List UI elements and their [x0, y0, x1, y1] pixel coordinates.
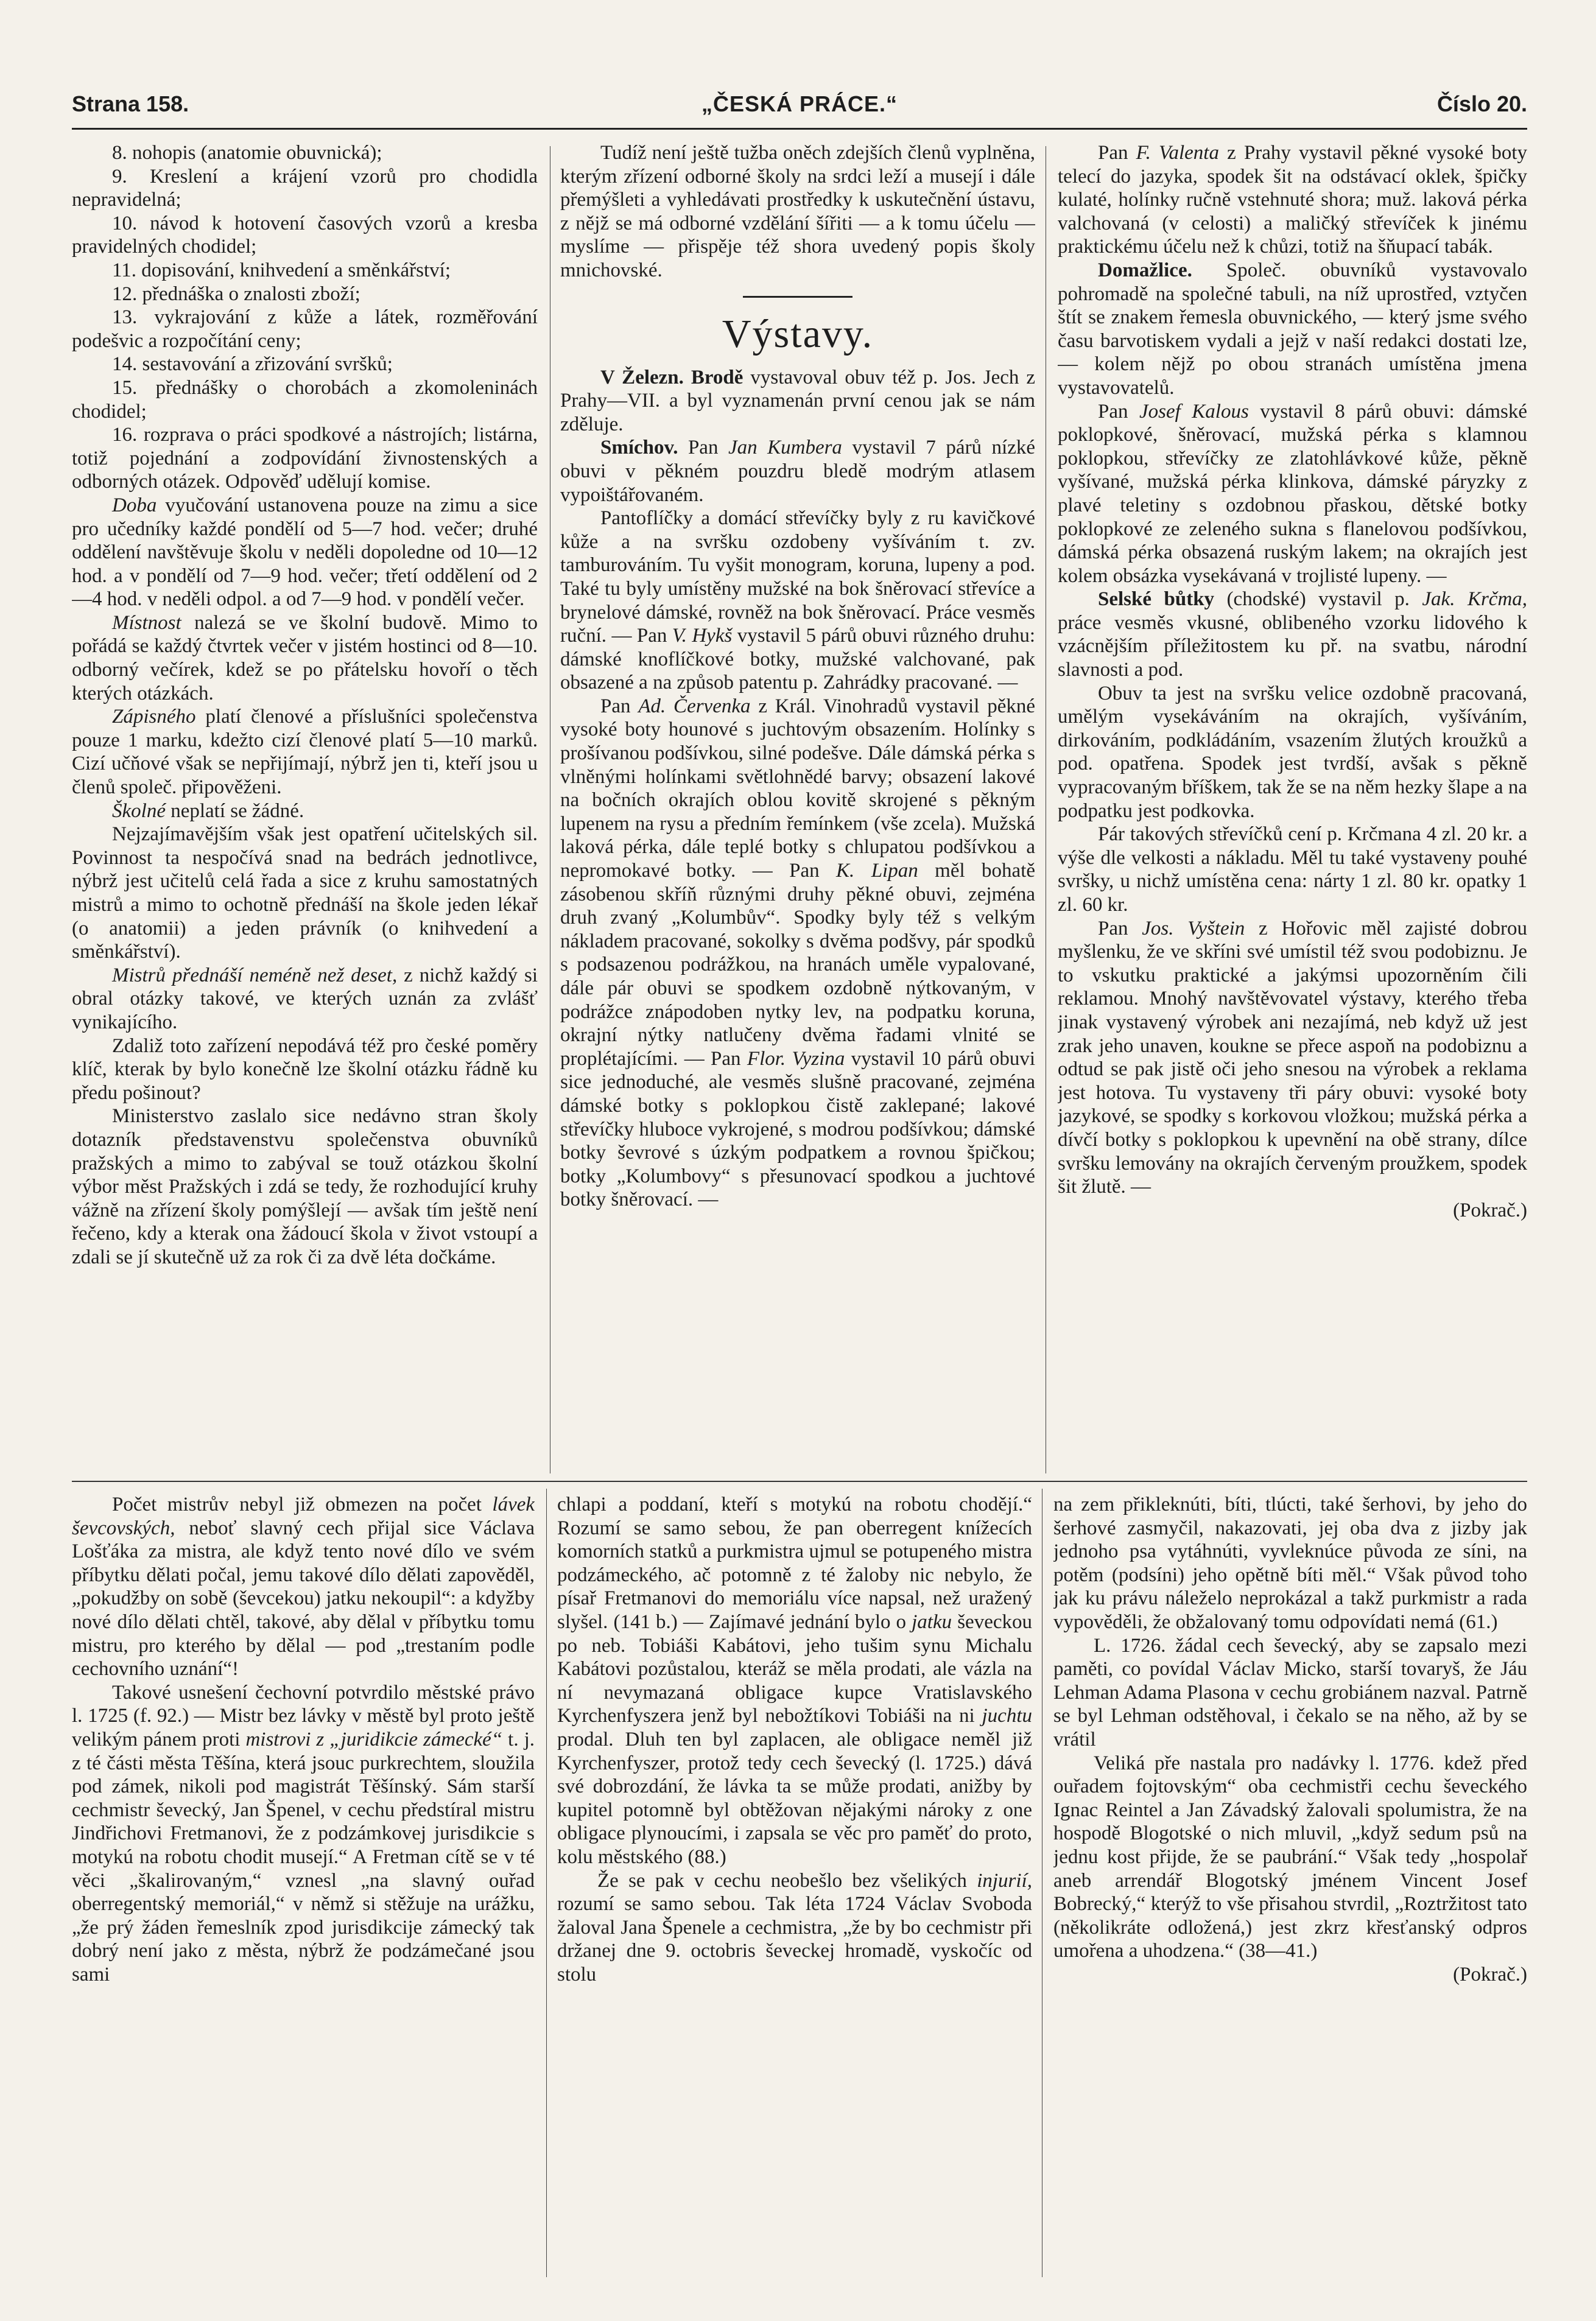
- paragraph-ministry: Ministerstvo zaslalo sice nedávno stran školy dotazník představenstvu společenstva obuvníků pražských a mimo to zabýval se touž otázkou školní výbor měst Pražských i zdá se tedy, že rozhodující kruhy vážně na zřízení školy pomýšlejí — avšak tím ještě není řečeno, kdy a kterak ona žádoucí škola v život vstoupí a zdali se jí skutečně už za rok či za dvě léta dočkáme.: [72, 1105, 538, 1268]
- exhibitor-name: K. Lipan: [836, 860, 918, 882]
- paragraph-text: chlapi a poddaní, kteří s motykú na robotu chodějí.“ Rozumí se samo sebou, že pan oberregent knížecích komorních statků a purkmistra ujmul se potupeného mistra podzámeckého, ač potomně z té žaloby nic nebylo, že písař Fretmanovi do memoriálu více napsal, než uražený slyšel. (141 b.) — Zajímavé jednání bylo o: [557, 1494, 1032, 1633]
- paragraph-text: neboť slavný cech přijal sice Václava Lošťáka za mistra, ale když tento nové dílo ve svém příbytku dělati počal, jemu takové dílo dělati zapověděl, „pokudžby on sobě (ševcekou) jatku nekoupil“: a kdyžby nové dílo dělati chtěl, takové, aby dělal v příbytku tomu mistru, pro kterého by dělal — pod „trestaním podle cechovního uznání“!: [72, 1517, 535, 1680]
- emphasis: injurií,: [977, 1869, 1032, 1892]
- list-item: 14. sestavování a zřizování svršků;: [112, 353, 393, 376]
- list-item: 8. nohopis (anatomie obuvnická);: [112, 142, 382, 164]
- list-item: 15. přednášky o chorobách a zkomoleninách chodidel;: [72, 376, 538, 423]
- column-2: [560, 141, 1035, 1478]
- page-number: Strana 158.: [72, 91, 189, 116]
- exhibit-domazlice: [1058, 259, 1527, 400]
- paragraph-text: vystavil 10 párů obuvi sice jednoduché, ale vesměs slušně pracované, zejména dámské botky s poklopkou čistě zaklepané; lakové střevíčky hluboce vykrojené, s modrou podšívkou; dámské botky ševrové s úzkým podpatkem a rovnou špičkou; botky „Kolumbovy“ s přesunovací spodkou a juchtové botky šněrovací. —: [560, 1047, 1035, 1211]
- section-rule: [72, 1481, 1527, 1482]
- paragraph-1726: L. 1726. žádal cech ševecký, aby se zapsalo mezi paměti, co povídal Václav Micko, starší tovaryš, že Jáu Lehman Adama Plasona v cechu grobiánem nazval. Patrně se byl Lehman odstěhoval, i čekalo se na něho, až by se vrátil: [1053, 1634, 1527, 1750]
- paragraph-text: Pan: [687, 437, 719, 459]
- page-header: [72, 85, 1527, 128]
- paragraph-text: z Prahy vystavil pěkné vysoké boty telecí do jazyka, spodek šit na odstávací oklek, špičky kulaté, holínky ručně vstehnuté shora; muž. laková pérka valchovaná (v celosti) a maličký střevíček k jinému praktickému účelu než k chůzi, totiž na šňupací tabák.: [1058, 142, 1527, 258]
- paragraph-text: Pan: [1098, 142, 1128, 164]
- paragraph-question: Zdaliž toto zařízení nepodává též pro české poměry klíč, kterak by bylo konečně lze školní otázku řádně ku předu pošinout?: [72, 1034, 538, 1104]
- list-item: 10. návod k hotovení časových vzorů a kresba pravidelných chodidel;: [72, 212, 538, 258]
- exhibitor-name: Josef Kalous: [1139, 400, 1249, 423]
- continued-note: (Pokrač.): [1453, 1199, 1527, 1221]
- exhibitor-name: Ad. Červenka: [638, 695, 751, 717]
- exhibit-zelezny-brod: [560, 366, 1035, 437]
- header-rule: [72, 128, 1527, 130]
- paragraph-text: prodal. Dluh ten byl zaplacen, ale obligace neměl již Kyrchenfyszer, protož tedy cech ševecký (l. 1725.) dává své dobrozdání, že lávka ta se může prodati, anižby by kupitel potomně byl obtěžovan nějakými nároky z one obligace plynoucími, i zapsala se věc pro paměť do proto, kolu městského (88.): [557, 1728, 1032, 1868]
- place-name: Smíchov.: [600, 437, 678, 459]
- list-item: 11. dopisování, knihvedení a směnkářství;: [112, 259, 451, 281]
- exhibitor-name: Jos. Vyštein: [1142, 917, 1245, 939]
- paragraph-text: Počet mistrův nebyl již obmezen na počet: [112, 1494, 482, 1515]
- emphasis: juchtu: [982, 1705, 1032, 1727]
- column-divider-3: [546, 1489, 547, 2277]
- paragraph-text: t. j. z té části města Těšína, která jsouc purkrechtem, sloužila pod zámek, nikoli pod magistrát Těšínský. Sám starší cechmistr ševecký, Jan Špenel, v cechu předstíral mistru Jindřichovi Fretmanovi, že z podzámkovej jurisdikcie s motykú na robotu chodit musejí.“ A Fretman cítě se v té věci „škalirovaným,“ vznesl „na slavný ouřad oberregentský memoriál,“ v němž si stěžuje na urážku, „že prý žáden řemeslník zpod jurisdikcije zámecký tak dobrý není jako z města, nýbrž že podzámečané jsou sami: [72, 1728, 535, 1986]
- bottom-column-3: [1053, 1493, 1527, 2303]
- paragraph-text: z Král. Vinohradů vystavil pěkné vysoké boty hounové s juchtovým obsazením. Holínky s prošívanou podšívkou, silné podešve. Dále dámská pérka s vlněnými holínkami světlohnědé barvy; obsazení lakové na bočních okrajích oblou kovitě skrojené s pěkným lupenem na rysu a předním řemínkem (vše zcela). Mužská laková pérka, dále teplé botky s chlupatou podšívkou a nepromokavé botky. — Pan: [560, 695, 1035, 882]
- column-3: [1058, 141, 1527, 1478]
- list-item: 13. vykrajování z kůže a látek, rozměřování podešvic a rozpočítání ceny;: [72, 306, 538, 352]
- paragraph-text: vystavil 5 párů obuvi různého druhu: dámské knoflíčkové botky, mužské valchované, pak obsazené a na způsob patentu p. Zahrádky pracované. —: [560, 625, 1035, 694]
- exhibit-kalous: [1058, 400, 1527, 588]
- paragraph-text: Společ. obuvníků vystavovalo pohromadě na společné tabuli, na níž uprostřed, vztyčen štít se znakem řemesla obuvnického, — který jsme svého času barvotiskem vydali a jejž v naší redakci dostati lze, — kolem nějž po obou stranách umístěna jmena vystavovatelů.: [1058, 259, 1527, 399]
- paragraph-text: Pan: [1098, 400, 1128, 423]
- paragraph-description: Obuv ta jest na svršku velice ozdobně pracovaná, umělým vysekáváním na okrajích, vyšíváním, dirkováním, podkládáním, vsazením žlutých kroužků a pod. opatřena. Spodek jest tvrdší, avšak s pěkně vypracovaným bříškem, tak že se na něm hezky šlape a na podpatku jest podkovka.: [1058, 682, 1527, 822]
- paragraph-label: Místnost: [112, 611, 181, 634]
- list-item: 12. přednáška o znalosti zboží;: [112, 283, 360, 305]
- section-separator: [743, 296, 852, 298]
- place-name: V Železn. Brodě: [600, 366, 744, 388]
- paragraph-label: Doba: [112, 494, 157, 516]
- paragraph-label: Zápisného: [112, 706, 196, 728]
- paragraph-intro: Tudíž není ještě tužba oněch zdejších členů vyplněna, kterým zřízení odborné školy na srdci leží a musejí i dále přemýšleti a vyhledávati prostředky k uskutečnění ústavu, z nějž se má odborné vzdělání šířiti — a k tomu účelu — myslíme — přispěje též shora uvedený popis školy mnichovské.: [560, 142, 1035, 281]
- paragraph-text: vyučování ustanovena pouze na zimu a sice pro učedníky každé pondělí od 5—7 hod. večer; druhé oddělení navštěvuje školu v neděli dopoledne od 10—12 hod. a v pondělí od 7—9 hod. večer; třetí oddělení od 2—4 hod. v neděli odpol. a od 7—9 hod. v pondělí večer.: [72, 494, 538, 611]
- paragraph-lavky: [72, 1493, 535, 1681]
- paragraph-text: vystavoval obuv též p. Jos. Jech z Prahy—VII. a byl vyznamenán první cenou jak se nám zděluje.: [560, 366, 1035, 435]
- exhibitor-name: V. Hykš: [672, 625, 733, 647]
- paragraph-text: práce vesměs vkusné, oblibeného vzorku lidového k vzácnějším příležitostem ku př. na svatbu, národní slavnosti a pod.: [1058, 611, 1527, 681]
- paragraph-text: (chodské) vystavil p.: [1226, 588, 1410, 611]
- paragraph-prices: Pár takových střevíčků cení p. Krčmana 4 zl. 20 kr. a výše dle velkosti a nákladu. Měl tu také vystaveny pouhé svršky, u nichž umístěna cena: nárty 1 zl. 80 kr. opatky 1 zl. 60 kr.: [1058, 823, 1527, 916]
- paragraph-text: ševeckou po neb. Tobiáši Kabátovi, jeho tušim synu Michalu Kabátovi pozůstalou, kteráž se měla prodati, ale vázla na ní nevymazaná obligace kupce Vratislavského Kyrchenfyszera jenž byl nebožtíkovi Tobiáši na ni: [557, 1610, 1032, 1727]
- paragraph-text: měl bohatě zásobenou skříň různými druhy pěkné obuvi, zejména druh zvaný „Kolumbův“. Spodky byly též s velkým nákladem pracované, sokolky s dvěma podšvy, pár spodků s podsazenou podrážkou, na hranách uměle vypalované, dále pár obuvi se spodkem ozdobně nýtkovaným, v podrážce znápodoben nytky lev, na podpatku koruna, okrajní nýtky natlučeny dvěma řadami vlnité se proplétajícími. — Pan: [560, 860, 1035, 1070]
- paragraph-label: Mistrů přednáší neméně než deset,: [112, 964, 398, 986]
- paragraph-text: nalezá se ve školní budově. Mimo to pořádá se každý čtvrtek večer v jistém hostinci od 8—10. odborný večírek, kdež se po přátelsku hovoří o těch kterých otázkách.: [72, 611, 538, 704]
- paragraph-zapisne: [72, 705, 538, 799]
- paragraph-prikleknuti: na zem přikleknúti, bíti, tlúcti, také šerhovi, by jeho do šerhové zasmyčil, nakazovati, jej oba dva z jizby jak jednoho psa vytáhnúti, vyvleknúce původa ze síni, na potěm (podsíni) jeho opětně bíti měl.“ Však původ toho jak ku právu náleželo neprokázal a takž purkmistr a rada vypověděli, že obžalovaný tomu odpovídati nemá (61.): [1053, 1494, 1527, 1633]
- paragraph-text: z nichž každý si obral otázky takové, ve kterých uznán za zvlášť vynikajícího.: [72, 964, 538, 1033]
- newspaper-title: „ČESKÁ PRÁCE.“: [701, 91, 898, 116]
- paragraph-text: Pantoflíčky a domácí střevíčky byly z ru kavičkové kůže a na svršku ozdobeny vyšíváním t. zv. tamburováním. Tu vyšit monogram, koruna, lupeny a pod. Také tu byly umístěny mužské na bok šněrovací střevíce a brynelové dámské, rovněž na bok šněrovací. Práce vesměs ruční. — Pan: [560, 507, 1035, 647]
- place-name: Selské bůtky: [1098, 588, 1215, 611]
- paragraph-text: Takové usnešení čechovní potvrdilo městské právo l. 1725 (f. 92.) — Mistr bez lávky v městě byl proto ještě velikým pánem proti: [72, 1681, 535, 1750]
- paragraph-text: platí členové a příslušníci společenstva pouze 1 marku, kdežto cizí členové platí 5—10 marků. Cizí učňové však se nepřijímají, nýbrž jen ti, kteří jsou u členů společ. připověženi.: [72, 706, 538, 799]
- exhibit-vystein: [1058, 917, 1527, 1199]
- paragraph-chlapi: [557, 1493, 1032, 1869]
- exhibit-krcma: [1058, 588, 1527, 681]
- bottom-column-1: [72, 1493, 535, 2303]
- paragraph-text: Že se pak v cechu neobešlo bez všelikých: [597, 1869, 967, 1892]
- paragraph-label: Školné: [112, 799, 166, 822]
- bottom-column-2: [557, 1493, 1032, 2303]
- paragraph-doba: [72, 494, 538, 611]
- paragraph-text: Pan: [1098, 917, 1128, 939]
- emphasis: jatku: [912, 1610, 952, 1633]
- paragraph-1776: Veliká pře nastala pro nadávky l. 1776. kdež před ouřadem fojtovským“ oba cechmistři cechu ševeckého Ignac Reintel a Jan Závadský žalovali spolumistra, že na hospodě Blogotské o nich mluvil, „když sedum psů na jednu kost přijde, že se paubrání.“ Však tedy „hospolař aneb arrendář Blogotský jménem Vincent Josef Bobrecký,“ kterýž to vše přisahou stvrdil, „Roztržitost tato (několikráte odložená,) jest zkrz křesťanský odpros umořena a uhodzena.“ (38—41.): [1053, 1752, 1527, 1962]
- exhibitor-name: Jak. Krčma,: [1422, 588, 1527, 611]
- emphasis: mistrovi z „juridikcie zámecké“: [245, 1728, 503, 1750]
- issue-number: Číslo 20.: [1436, 91, 1527, 116]
- exhibit-pantofle: [560, 507, 1035, 695]
- exhibitor-name: Jan Kumbera: [728, 437, 842, 459]
- exhibit-cervenka: [560, 695, 1035, 1212]
- emphasis: lávek ševcovských,: [72, 1494, 535, 1539]
- continued-note: (Pokrač.): [1453, 1963, 1527, 1986]
- list-item: 16. rozprava o práci spodkové a nástrojích; listárna, totiž pojednání a zodpovídání živnostenských a odborných otázek. Odpověď udělují komise.: [72, 424, 538, 493]
- list-item: 9. Kreslení a krájení vzorů pro chodidla nepravidelná;: [72, 165, 538, 211]
- paragraph-injurie: [557, 1869, 1032, 1987]
- exhibitor-name: F. Valenta: [1136, 142, 1219, 164]
- paragraph-text: vystavil 7 párů nízké obuvi v pěkném pouzdru bledě modrým atlasem vypoištářovaném.: [560, 437, 1035, 506]
- paragraph-masters: [72, 964, 538, 1034]
- paragraph-skolne: [72, 799, 538, 823]
- paragraph-text: rozumí se samo sebou. Tak léta 1724 Václav Svoboda žaloval Jana Špenele a cechmistra, „že by bo cechmistr při držanej dne 9. octobris ševeckej hromadě, vyskočíc od stolu: [557, 1893, 1032, 1986]
- place-name: Domažlice.: [1098, 259, 1192, 281]
- paragraph-text: neplatí se žádné.: [170, 799, 304, 822]
- paragraph-teachers: Nejzajímavějším však jest opatření učitelských sil. Povinnost ta nespočívá snad na bedrách jednotlivce, nýbrž jest učitelů celá řada a sice z kruhu samostatných mistrů a mimo to ochotně přednáší na škole jeden lékař (o anatomii) a jeden právník (o knihvedení a směnkářství).: [72, 823, 538, 963]
- column-1: [72, 141, 538, 1478]
- section-title: Výstavy.: [722, 311, 874, 356]
- paragraph-mistnost: [72, 611, 538, 705]
- paragraph-usneseni: [72, 1681, 535, 1987]
- exhibit-valenta: [1058, 141, 1527, 259]
- paragraph-text: Pan: [600, 695, 631, 717]
- exhibitor-name: Flor. Vyzina: [747, 1047, 845, 1070]
- paragraph-text: vystavil 8 párů obuvi: dámské poklopkové, šněrovací, mužská pérka s klamnou poklopkou, střevíčky ze zlatohlávkové kůže, pěkně vyšívané, mužská pérka klinkova, dámské páryzky z plavé teletiny s ozdobnou přaskou, dětské botky poklopkové ze zeleného sukna s flanelovou podšívkou, dámská pérka obsazená ruským lakem; na okrajích jest kolem obsázka vysekávaná v trojlisté lupeny. —: [1058, 400, 1527, 587]
- exhibit-smichov: [560, 436, 1035, 507]
- paragraph-text: z Hořovic měl zajisté dobrou myšlenku, že ve skříni své umístil též svou podobiznu. Je to vskutku praktické a jakýmsi upozorněním čili reklamou. Mnohý navštěvovatel výstavy, kterého třeba jinak vystavený výrobek ani nezajímá, neb když už jest zrak jeho unaven, koukne se přece aspoň na podobiznu a odtud se pak jistě oči jeho snesou na výrobek a reklama jest hotova. Tu vystaveny tři páry obuvi: vysoké boty jazykové, se spodky s korkovou vložkou; mužská pérka a dívčí botky s poklopkou k upevnění na obě strany, dílce svršku lemovány na okrajích červeným proužkem, spodek šit žlutě. —: [1058, 917, 1527, 1198]
